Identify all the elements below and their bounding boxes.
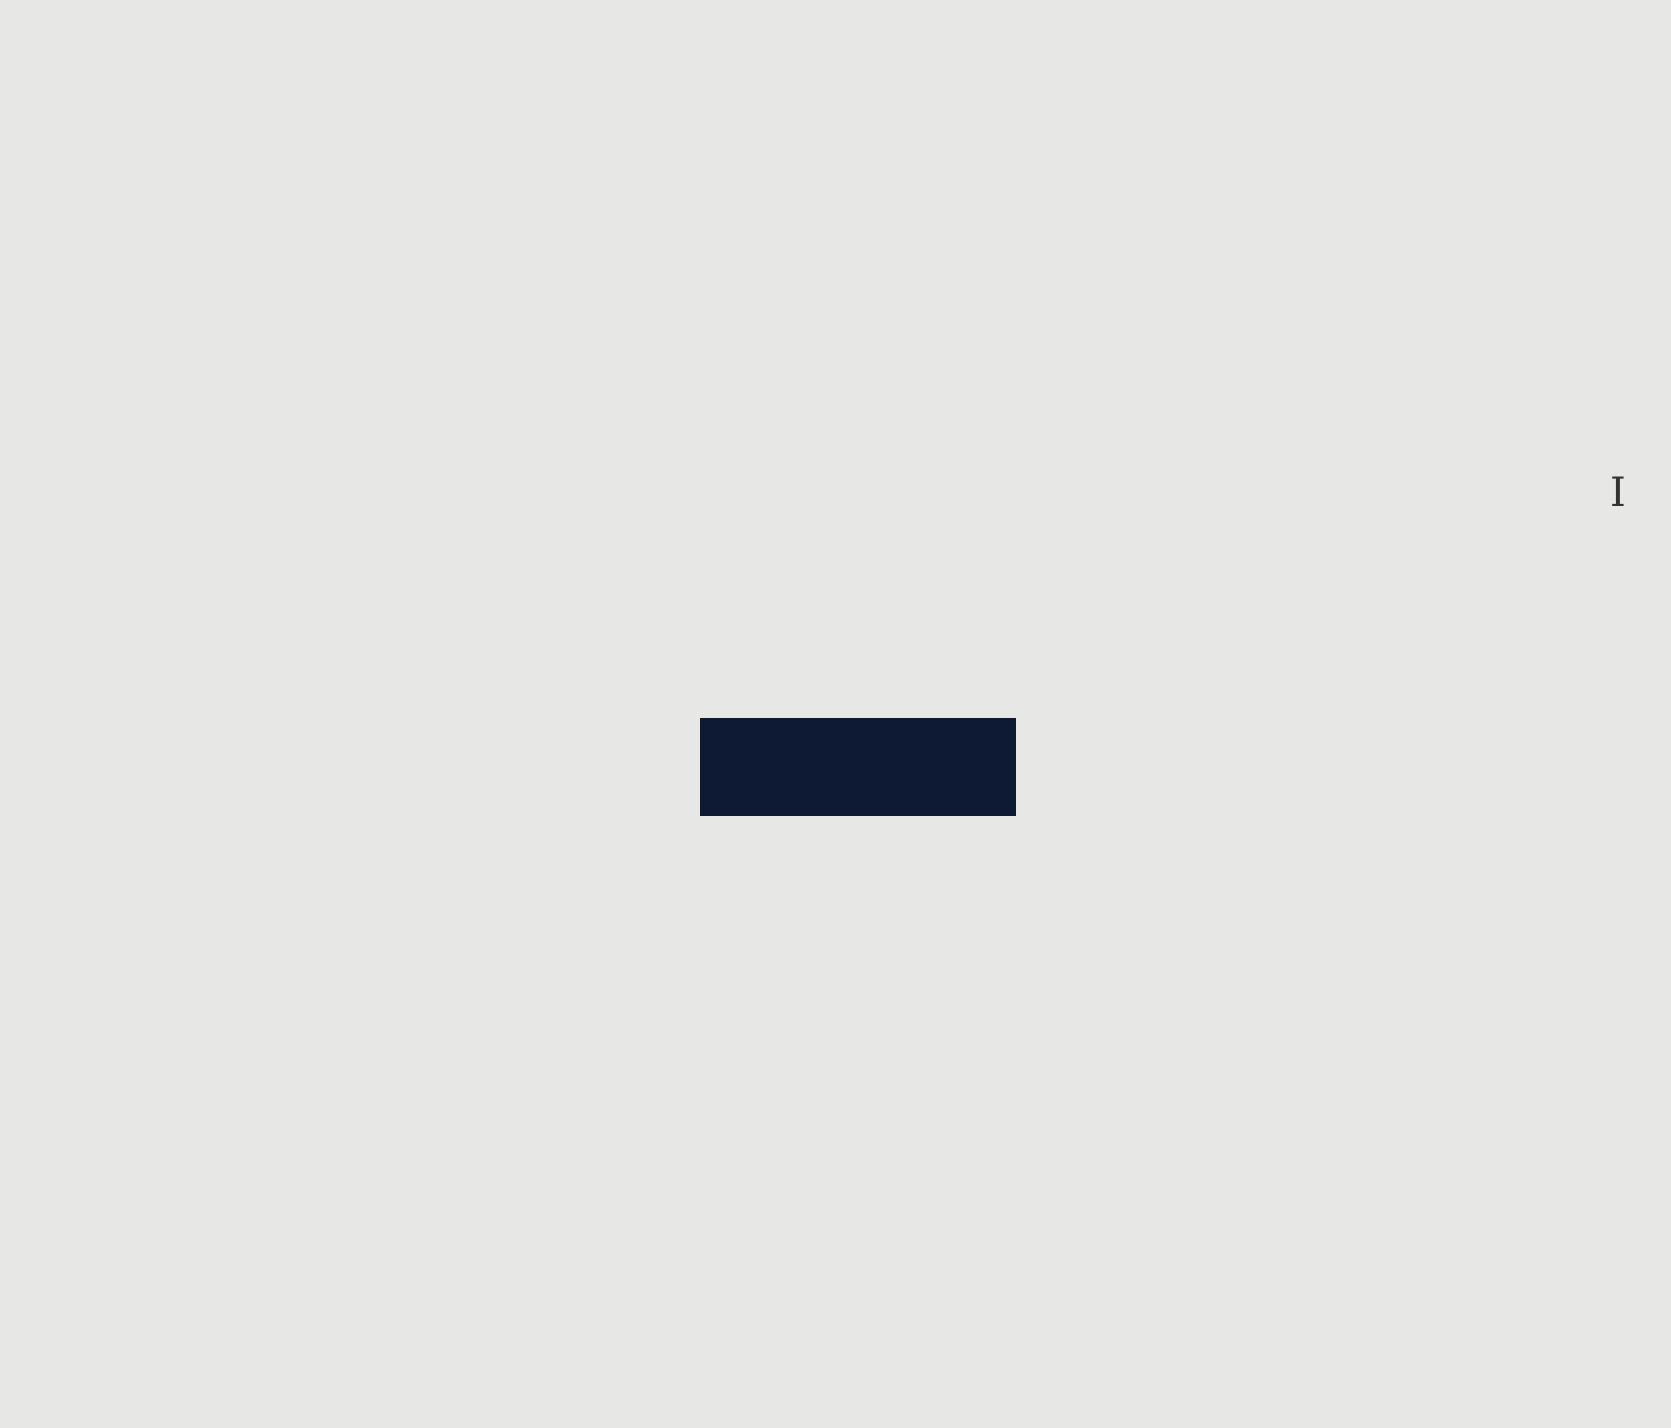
text-cursor-icon: I [1610, 470, 1626, 516]
homepage-node[interactable] [700, 718, 1016, 816]
